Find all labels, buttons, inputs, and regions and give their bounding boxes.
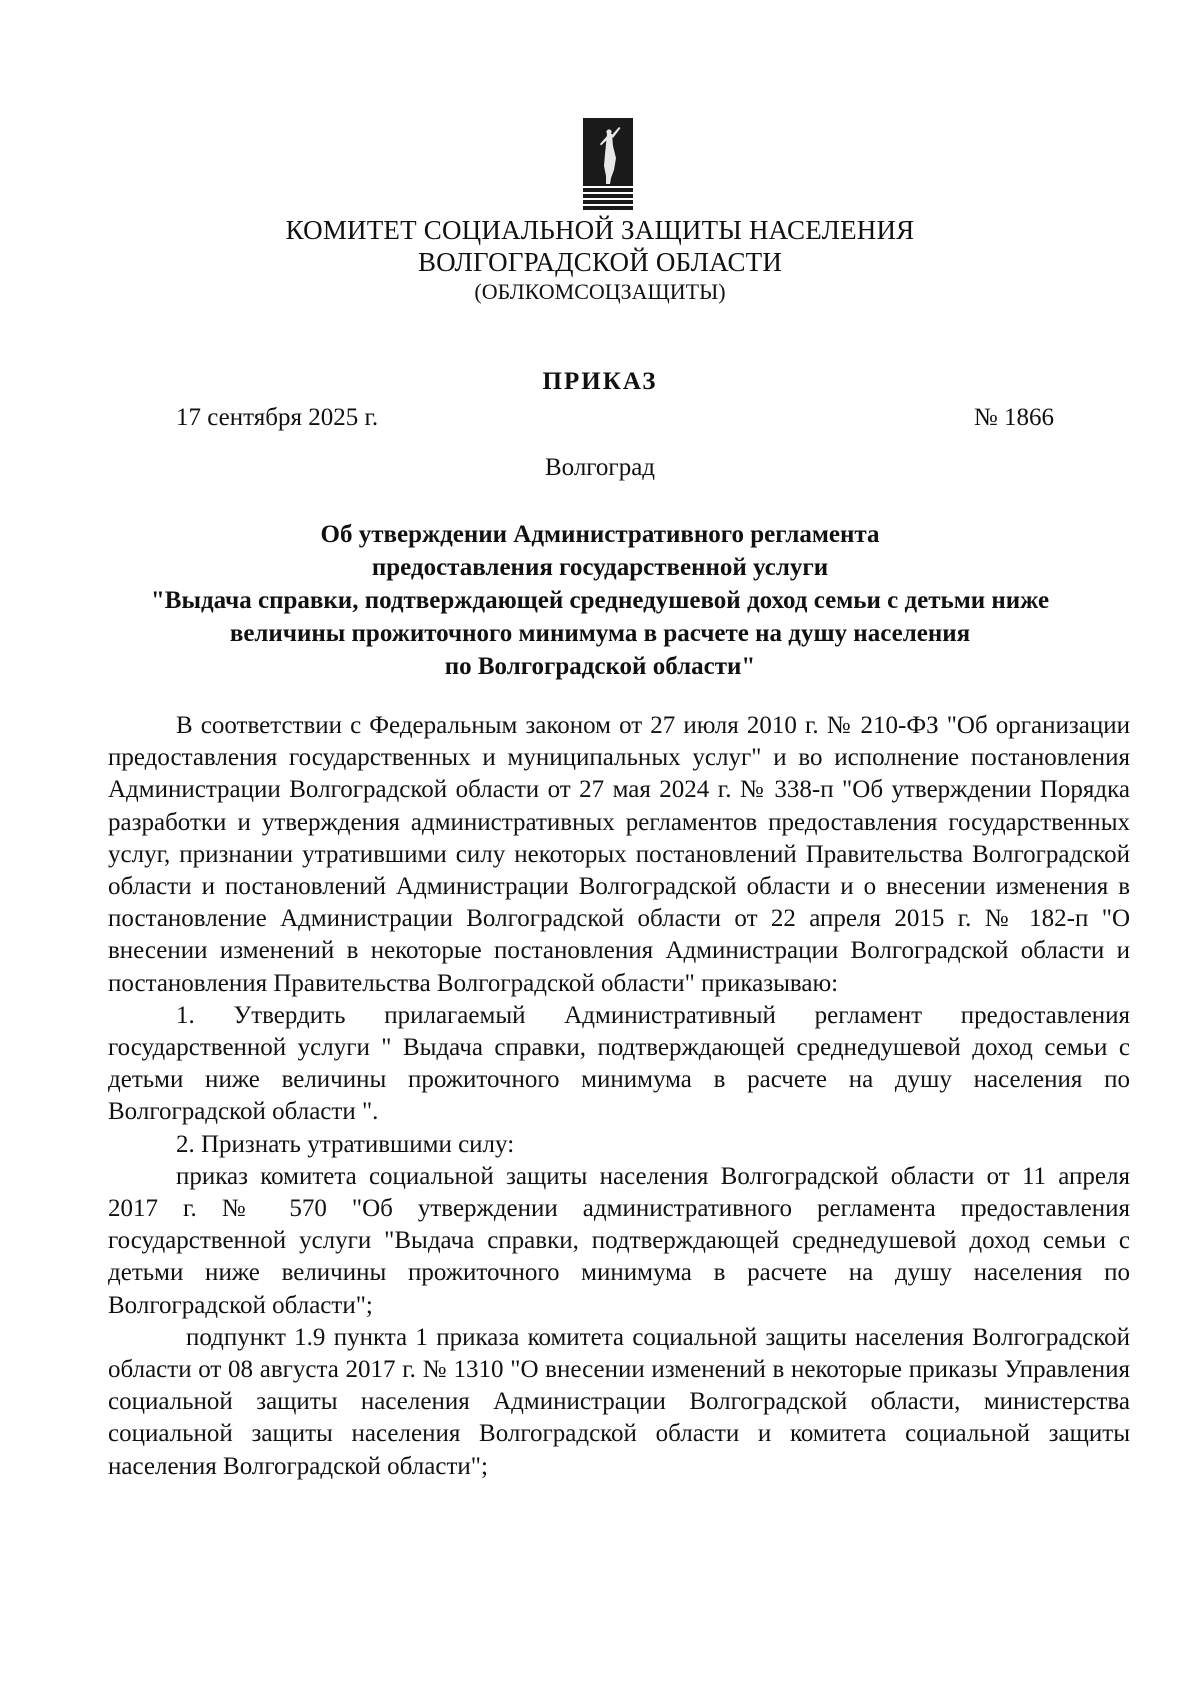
- coat-of-arms-icon: [583, 118, 633, 210]
- document-title: ПРИКАЗ: [542, 368, 658, 395]
- document-number: № 1866: [973, 404, 1054, 431]
- organization-name-line1: КОМИТЕТ СОЦИАЛЬНОЙ ЗАЩИТЫ НАСЕЛЕНИЯ: [285, 215, 915, 245]
- document-city: Волгоград: [544, 454, 656, 481]
- preamble-paragraph: В соответствии с Федеральным законом от 27 июля 2010 г. № 210-ФЗ "Об организации предоставления государственных и муниципальных услуг" и во исполнение постановления Администрации Волгоградской области от 27 мая 2024 г. № 338-п "Об утверждении Порядка разработки и утверждения административных регламентов предоставления государственных услуг, признании утратившими силу некоторых постановлений Правительства Волгоградской области и постановлений Администрации Волгоградской области и о внесении изменения в постановление Администрации Волгоградской области от 22 апреля 2015 г. № 182-п "О внесении изменений в некоторые постановления Администрации Волгоградской области и постановления Правительства Волгоградской области" приказываю:: [108, 712, 1130, 997]
- order-item-1: 1. Утвердить прилагаемый Административный регламент предоставления государственной услуги " Выдача справки, подтверждающей среднедушевой доход семьи с детьми ниже величины прожиточного минимума в расчете на душу населения по Волгоградской области ".: [108, 1001, 1130, 1126]
- subject-line: по Волгоградской области": [444, 653, 756, 680]
- order-item-2: 2. Признать утратившими силу:: [176, 1130, 515, 1158]
- subject-line: величины прожиточного минимума в расчете на душу населения: [229, 620, 971, 647]
- order-item-2-subitem: приказ комитета социальной защиты населения Волгоградской области от 11 апреля 2017 г. № 570 "Об утверждении административного регламента предоставления государственной услуги "Выдача справки, подтверждающей среднедушевой доход семьи с детьми ниже величины прожиточного минимума в расчете на душу населения по Волгоградской области";: [108, 1162, 1130, 1319]
- order-item-2-subitem: подпункт 1.9 пункта 1 приказа комитета социальной защиты населения Волгоградской области от 08 августа 2017 г. № 1310 "О внесении изменений в некоторые приказы Управления социальной защиты населения Администрации Волгоградской области, министерства социальной защиты населения Волгоградской области и комитета социальной защиты населения Волгоградской области";: [108, 1323, 1130, 1480]
- subject-line: предоставления государственной услуги: [371, 554, 829, 581]
- subject-line: Об утверждении Административного регламента: [320, 521, 880, 548]
- organization-name-line2: ВОЛГОГРАДСКОЙ ОБЛАСТИ: [417, 247, 783, 277]
- organization-header: [0, 214, 1200, 306]
- organization-short-name: (ОБЛКОМСОЦЗАЩИТЫ): [474, 279, 726, 304]
- document-body: [108, 710, 1130, 1483]
- document-subject: [80, 518, 1120, 683]
- subject-line: "Выдача справки, подтверждающей среднедушевой доход семьи с детьми ниже: [150, 587, 1050, 614]
- document-date: 17 сентября 2025 г.: [176, 404, 379, 431]
